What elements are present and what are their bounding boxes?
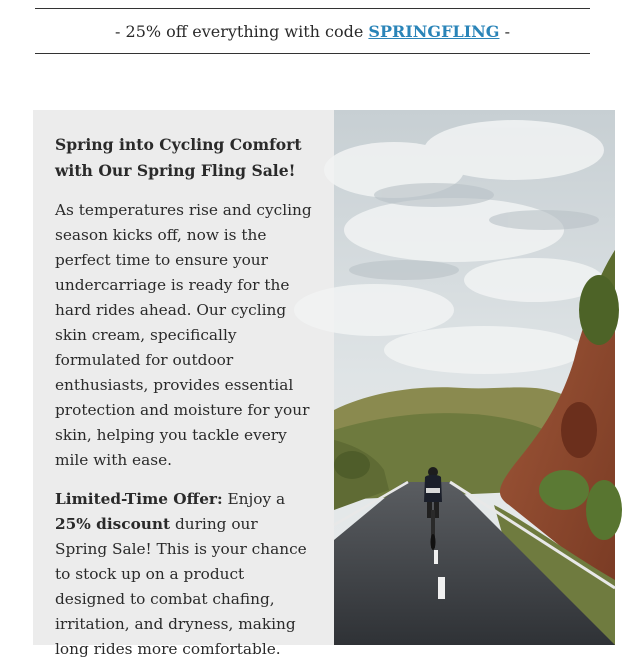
promo-code-link[interactable]: SPRINGFLING xyxy=(368,21,500,41)
promo-heading: Spring into Cycling Comfort with Our Spring Fling Sale! xyxy=(55,135,302,180)
promo-offer xyxy=(55,487,314,662)
banner-suffix: - xyxy=(504,21,510,41)
offer-text-2: during our Spring Sale! This is your chance to stock up on a product designed to combat chafing, irritation, and dryness, making long rides more comfortable. xyxy=(55,515,307,658)
promo-text-panel xyxy=(33,110,334,658)
offer-text-1: Enjoy a xyxy=(227,490,286,508)
banner-prefix: - 25% off everything with code xyxy=(115,21,364,41)
cyclist-road-illustration xyxy=(334,110,615,645)
promo-card xyxy=(33,110,615,658)
offer-label: Limited-Time Offer: xyxy=(55,490,223,508)
promo-intro: As temperatures rise and cycling season kicks off, now is the perfect time to ensure your undercarriage is ready for the hard rides ahead. Our cycling skin cream, specifically formulated for outdoor enthusiasts, provides essential protection and moisture for your skin, helping you tackle every mile with ease. xyxy=(55,201,312,469)
promo-banner xyxy=(35,8,590,54)
cyclist-road-photo xyxy=(334,110,615,645)
offer-discount: 25% discount xyxy=(55,515,171,533)
